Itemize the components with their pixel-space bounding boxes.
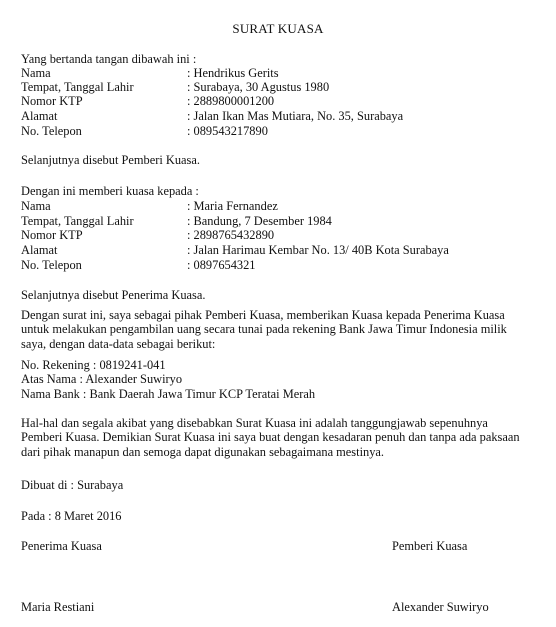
paragraph-line: untuk melakukan pengambilan uang secara tunai pada rekening Bank Jawa Timur Indonesia milik [21, 322, 507, 337]
penerima-ttl-row [21, 214, 541, 228]
paragraph-line: dari pihak manapun dan semoga dapat digunakan sebagaimana mestinya. [21, 444, 384, 459]
closing-paragraph [21, 416, 541, 459]
field-value: : 2889800001200 [187, 94, 275, 108]
pemberi-telepon-row [21, 124, 541, 138]
body-paragraph [21, 308, 541, 351]
pemberi-nama-row [21, 66, 541, 80]
field-label: No. Telepon [21, 124, 82, 138]
paragraph-line: Hal-hal dan segala akibat yang disebabkan Surat Kuasa ini adalah tanggungjawab sepenuhnya [21, 416, 488, 430]
field-label: Nomor KTP [21, 228, 83, 242]
rekening-bank: Nama Bank : Bank Daerah Jawa Timur KCP Teratai Merah [21, 386, 316, 401]
field-value: : Hendrikus Gerits [187, 66, 279, 80]
rekening-number: No. Rekening : 0819241-041 [21, 358, 166, 372]
place-text: Dibuat di : Surabaya [21, 478, 124, 492]
field-label: Alamat [21, 243, 58, 257]
field-value: : Jalan Harimau Kembar No. 13/ 40B Kota Surabaya [187, 243, 449, 257]
pemberi-ktp-row [21, 94, 541, 108]
signature-left-name: Maria Restiani [21, 600, 95, 614]
rekening-block [21, 358, 541, 401]
penerima-nama-row [21, 199, 541, 213]
document-title: SURAT KUASA [232, 21, 324, 36]
signature-right-role: Pemberi Kuasa [392, 539, 468, 553]
field-value: : Surabaya, 30 Agustus 1980 [187, 80, 330, 94]
penerima-ktp-row [21, 228, 541, 242]
field-value: : 0897654321 [187, 258, 256, 272]
signature-left-role: Penerima Kuasa [21, 539, 102, 553]
intro2-text: Dengan ini memberi kuasa kepada : [21, 184, 199, 198]
pemberi-alamat-row [21, 109, 541, 123]
paragraph-line: saya, dengan data-data sebagai berikut: [21, 336, 216, 351]
field-label: Nomor KTP [21, 94, 83, 108]
field-value: : Maria Fernandez [187, 199, 278, 213]
pemberi-ttl-row [21, 80, 541, 94]
field-label: Nama [21, 199, 51, 213]
pemberi-note: Selanjutnya disebut Pemberi Kuasa. [21, 153, 200, 167]
field-label: No. Telepon [21, 258, 82, 272]
field-label: Tempat, Tanggal Lahir [21, 80, 134, 94]
field-value: : Jalan Ikan Mas Mutiara, No. 35, Surabaya [187, 109, 404, 123]
field-value: : 089543217890 [187, 124, 268, 138]
penerima-note: Selanjutnya disebut Penerima Kuasa. [21, 288, 206, 302]
penerima-alamat-row [21, 243, 541, 257]
paragraph-line: Pemberi Kuasa. Demikian Surat Kuasa ini saya buat dengan kesadaran penuh dan tanpa ada paksaan [21, 430, 520, 445]
field-label: Tempat, Tanggal Lahir [21, 214, 134, 228]
paragraph-line: Dengan surat ini, saya sebagai pihak Pemberi Kuasa, memberikan Kuasa kepada Penerima Kuasa [21, 308, 505, 322]
field-value: : Bandung, 7 Desember 1984 [187, 214, 332, 228]
intro-text: Yang bertanda tangan dibawah ini : [21, 52, 197, 66]
rekening-owner: Atas Nama : Alexander Suwiryo [21, 372, 183, 387]
signature-right-name: Alexander Suwiryo [392, 600, 489, 614]
penerima-telepon-row [21, 258, 541, 272]
date-text: Pada : 8 Maret 2016 [21, 509, 122, 523]
field-value: : 2898765432890 [187, 228, 275, 242]
field-label: Nama [21, 66, 51, 80]
field-label: Alamat [21, 109, 58, 123]
